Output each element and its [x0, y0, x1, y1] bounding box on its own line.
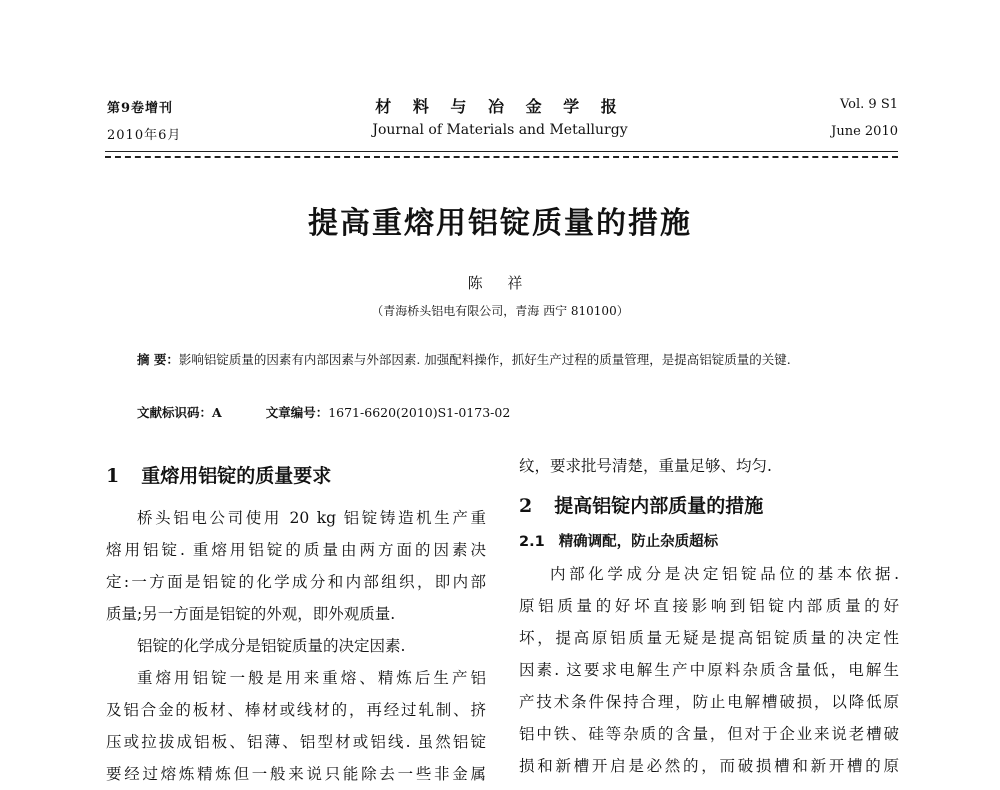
doc-code-value: A [212, 405, 222, 420]
article-number-value: 1671-6620(2010)S1-0173-02 [328, 405, 511, 420]
section-2-heading: 2 提高铝锭内部质量的措施 [519, 495, 764, 517]
journal-title-cn: 材 料 与 冶 金 学 报 [375, 97, 625, 116]
subsection-2-1-heading: 2.1 精确调配，防止杂质超标 [519, 534, 719, 550]
article-title: 提高重熔用铝锭质量的措施 [308, 206, 692, 241]
journal-volume-en: Vol. 9 S1 [839, 97, 898, 112]
journal-date-cn: 2010年6月 [107, 128, 182, 143]
right-column [519, 450, 899, 782]
journal-title-en: Journal of Materials and Metallurgy [372, 122, 628, 138]
abstract-label: 摘 要： [137, 352, 179, 367]
doc-code-label: 文献标识码： [137, 405, 213, 420]
paragraph-line: 质量;另一方面是铝锭的外观，即外观质量. [106, 605, 396, 623]
section-1-heading: 1 重熔用铝锭的质量要求 [106, 465, 332, 487]
paragraph-line: 要经过熔炼精炼但一般来说只能除去一些非金属 [106, 765, 486, 783]
paragraph-line: 原铝质量的好坏直接影响到铝锭内部质量的好 [519, 597, 899, 615]
paragraph-line: 压或拉拔成铝板、铝薄、铝型材或铝线. 虽然铝锭 [106, 733, 486, 751]
author-affiliation: （青海桥头铝电有限公司，青海 西宁 810100） [371, 304, 629, 318]
header-dashed-rule [105, 156, 898, 158]
paragraph-line: 坏，提高原铝质量无疑是提高铝锭质量的决定性 [519, 629, 899, 647]
paragraph-line: 铝锭的化学成分是铝锭质量的决定因素. [137, 637, 406, 655]
paragraph-line: 重熔用铝锭一般是用来重熔、精炼后生产铝 [137, 669, 486, 687]
paragraph-line: 因素. 这要求电解生产中原料杂质含量低，电解生 [519, 661, 899, 679]
paragraph-line: 桥头铝电公司使用 20 kg 铝锭铸造机生产重 [137, 509, 486, 527]
paragraph-line: 产技术条件保持合理，防止电解槽破损，以降低原 [519, 693, 899, 711]
paragraph-line: 定:一方面是铝锭的化学成分和内部组织，即内部 [106, 573, 486, 591]
paragraph-line: 铝中铁、硅等杂质的含量，但对于企业来说老槽破 [519, 725, 899, 743]
paragraph-line: 及铝合金的板材、棒材或线材的，再经过轧制、挤 [106, 701, 486, 719]
journal-date-en: June 2010 [831, 124, 898, 139]
paragraph-line: 纹，要求批号清楚，重量足够、均匀. [519, 457, 772, 475]
paragraph-line: 损和新槽开启是必然的，而破损槽和新开槽的原 [519, 757, 899, 775]
abstract [137, 348, 870, 371]
article-number-label: 文章编号： [265, 405, 329, 420]
article-meta [137, 403, 510, 421]
left-column [106, 460, 486, 790]
paragraph-line: 熔用铝锭. 重熔用铝锭的质量由两方面的因素决 [106, 541, 486, 559]
journal-volume-issue: 第9卷增刊 [107, 101, 174, 116]
abstract-text: 影响铝锭质量的因素有内部因素与外部因素. 加强配料操作，抓好生产过程的质量管理，是提高铝锭质量的关键. [178, 352, 791, 367]
article-author: 陈 祥 [467, 274, 533, 292]
header-rule [105, 151, 898, 152]
paragraph-line: 内部化学成分是决定铝锭品位的基本依据. [550, 565, 899, 583]
